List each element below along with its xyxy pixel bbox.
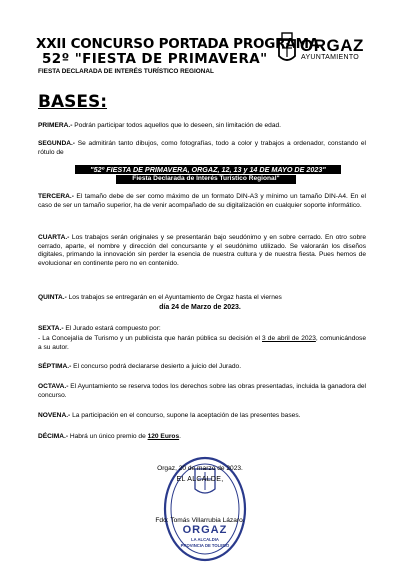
- section-quinta: [38, 294, 366, 303]
- section-label: SEGUNDA.-: [38, 140, 75, 147]
- signature-name: Fdo: Tomás Villarrubia Lázaro.: [155, 517, 245, 524]
- bases-heading: BASES:: [38, 92, 108, 112]
- signature-place-date: Orgaz, 20 de marzo de 2023.: [157, 465, 243, 472]
- stamp-line-2: PROVINCIA DE TOLEDO: [180, 543, 230, 548]
- festival-banner: "52º FIESTA DE PRIMAVERA, ORGAZ, 12, 13 y 14 DE MAYO DE 2023": [75, 165, 341, 174]
- orgaz-logo: [276, 32, 376, 68]
- festival-title: 52º "FIESTA DE PRIMAVERA": [42, 51, 268, 67]
- section-label: SÉPTIMA.-: [38, 363, 72, 370]
- prize-amount: 120 Euros: [147, 433, 180, 440]
- contest-title: XXII CONCURSO PORTADA PROGRAMA: [36, 36, 320, 52]
- stamp-line-1: LA ALCALDIA: [191, 537, 219, 542]
- section-label: SEXTA.-: [38, 325, 64, 332]
- section-sexta: [38, 325, 366, 334]
- section-text: El tamaño debe de ser como máximo de un formato DIN-A3 y mínimo un tamaño DIN-A4. En el caso de ser un tamaño superior, ha de venir acompañado de su digitalización en cualquier soporte informático.: [38, 193, 366, 209]
- delivery-deadline: día 24 de Marzo de 2023.: [159, 304, 241, 311]
- section-text: Los trabajos serán originales y se presentarán bajo seudónimo y en sobre cerrado. En otro sobre cerrado, aparte, el nombre y dirección del concursante y el seudónimo utilizado. Se valorarán los diseños digitales, primando la innovación sin perder la esencia de nuestra cultura y de nuestra fiesta. Pues hemos de evolucionar en continente pero no en contenido.: [38, 234, 366, 267]
- section-text: La participación en el concurso, supone la aceptación de las presentes bases.: [70, 412, 301, 419]
- section-text: El Jurado estará compuesto por:: [63, 325, 161, 332]
- jury-text-end: , comunicándose a su autor.: [38, 335, 366, 351]
- section-text: El Ayuntamiento se reserva todos los derechos sobre las obras presentadas, incluida la ganadora del concurso.: [38, 383, 366, 399]
- logo-subtitle: AYUNTAMIENTO: [301, 54, 360, 61]
- festival-banner-subtitle: Fiesta Declarada de Interés Turístico Regional": [116, 175, 296, 184]
- jury-text: - La Concejalía de Turismo y un publicista que harán pública su decisión el: [38, 335, 263, 342]
- section-text: Habrá un único premio de: [68, 433, 148, 440]
- section-label: QUINTA.-: [38, 294, 67, 301]
- section-tercera: [38, 193, 366, 210]
- section-cuarta: [38, 234, 366, 268]
- logo-name: ORGAZ: [300, 36, 364, 55]
- stamp-name: ORGAZ: [182, 524, 228, 536]
- section-label: NOVENA.-: [38, 412, 71, 419]
- section-label: DÉCIMA.-: [38, 433, 69, 440]
- section-label: CUARTA.-: [38, 234, 70, 241]
- section-label: TERCERA.-: [38, 193, 74, 200]
- section-octava: [38, 383, 366, 400]
- decision-date: 3 de abril de 2023: [262, 335, 316, 342]
- section-decima: [38, 433, 366, 442]
- section-label: PRIMERA.-: [38, 122, 73, 129]
- section-text-end: .: [179, 433, 181, 440]
- section-text: Se admitirán tanto dibujos, como fotografías, todo a color y trabajos a ordenador, constando el rótulo de: [38, 140, 366, 156]
- festival-subtitle: FIESTA DECLARADA DE INTERÉS TURÍSTICO REGIONAL: [38, 68, 214, 75]
- section-primera: [38, 122, 366, 131]
- section-text: Podrán participar todos aquellos que lo deseen, sin limitación de edad.: [72, 122, 282, 129]
- section-septima: [38, 363, 366, 372]
- section-novena: [38, 412, 366, 421]
- section-sexta-jury: [38, 335, 366, 352]
- section-text: Los trabajos se entregarán en el Ayuntamiento de Orgaz hasta el viernes: [66, 294, 282, 301]
- signature-role: EL ALCALDE,: [176, 476, 224, 483]
- section-segunda: [38, 140, 366, 157]
- section-label: OCTAVA.-: [38, 383, 69, 390]
- crest-icon: [276, 32, 298, 66]
- section-text: El concurso podrá declararse desierto a juicio del Jurado.: [71, 363, 242, 370]
